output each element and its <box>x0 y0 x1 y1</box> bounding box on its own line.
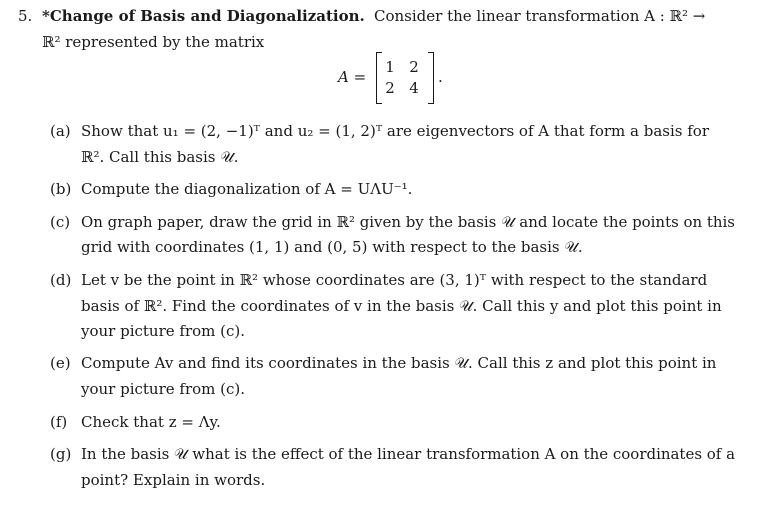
matrix-cell-1-1: 1 <box>385 58 395 76</box>
part-g-line-1: In the basis 𝒰 what is the effect of the linear transformation A on the coordinates of a <box>81 445 736 463</box>
part-c-line-1: On graph paper, draw the grid in ℝ² given by the basis 𝒰 and locate the points on this <box>81 213 735 231</box>
problem-number: 5. <box>18 7 33 25</box>
part-a-line-2: ℝ². Call this basis 𝒰. <box>81 148 239 166</box>
matrix-cell-2-2: 4 <box>409 79 419 97</box>
part-c-label: (c) <box>50 213 71 231</box>
part-g-label: (g) <box>50 445 72 463</box>
part-e-line-1: Compute Av and find its coordinates in the basis 𝒰. Call this z and plot this point in <box>81 354 717 372</box>
part-d-line-1: Let v be the point in ℝ² whose coordinates are (3, 1)ᵀ with respect to the standard <box>81 271 708 289</box>
part-b-label: (b) <box>50 180 72 198</box>
part-e-label: (e) <box>50 354 71 372</box>
matrix-period: . <box>438 68 443 86</box>
part-d-line-2: basis of ℝ². Find the coordinates of v in the basis 𝒰. Call this y and plot this point in <box>81 297 722 315</box>
matrix-cell-1-2: 2 <box>409 58 419 76</box>
part-b-line-1: Compute the diagonalization of A = UΛU⁻¹. <box>81 180 413 198</box>
part-f-label: (f) <box>50 413 68 431</box>
problem-intro-line-1: Consider the linear transformation A : ℝ² → <box>374 7 706 25</box>
part-c-line-2: grid with coordinates (1, 1) and (0, 5) with respect to the basis 𝒰. <box>81 238 583 256</box>
part-a-line-1: Show that u₁ = (2, −1)ᵀ and u₂ = (1, 2)ᵀ are eigenvectors of A that form a basis for <box>81 122 710 140</box>
part-f-line-1: Check that z = Λy. <box>81 413 221 431</box>
problem-intro-line-2: ℝ² represented by the matrix <box>42 33 265 51</box>
matrix-lhs: A = <box>338 68 367 86</box>
matrix-left-bracket <box>376 52 382 104</box>
matrix-right-bracket <box>428 52 434 104</box>
part-d-line-3: your picture from (c). <box>81 322 246 340</box>
part-g-line-2: point? Explain in words. <box>81 471 266 489</box>
matrix-cell-2-1: 2 <box>385 79 395 97</box>
problem-title: *Change of Basis and Diagonalization. <box>42 7 365 25</box>
part-d-label: (d) <box>50 271 72 289</box>
part-e-line-2: your picture from (c). <box>81 380 246 398</box>
part-a-label: (a) <box>50 122 71 140</box>
